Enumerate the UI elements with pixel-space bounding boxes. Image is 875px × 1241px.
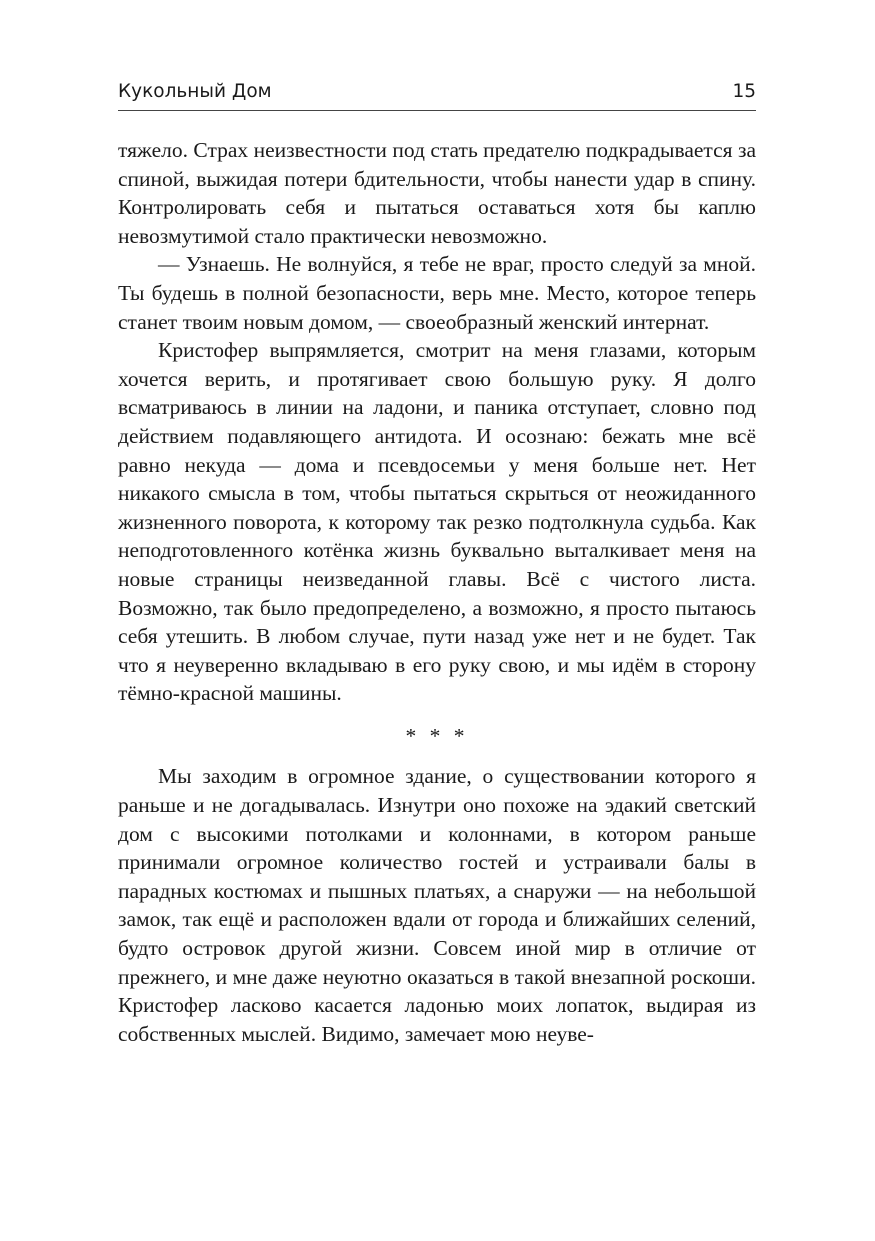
paragraph-continued: тяжело. Страх неизвестности под стать предателю подкрадывается за спиной, выжидая потери бдительности, чтобы нанести удар в спину. Контролировать себя и пытаться оставаться хотя бы каплю невозмутимой стало практически невозможно.	[118, 138, 756, 248]
header-divider	[118, 110, 756, 111]
body-text	[118, 136, 756, 1048]
paragraph: Кристофер выпрямляется, смотрит на меня глазами, которым хочется верить, и протягивает свою большую руку. Я долго всматриваюсь в линии на ладони, и паника отступает, словно под действием подавляющего антидота. И осознаю: бежать мне всё равно некуда — дома и псевдосемьи у меня больше нет. Нет никакого смысла в том, чтобы пытаться скрыться от неожиданного жизненного поворота, к которому так резко подтолкнула судьба. Как неподготовленного котёнка жизнь буквально выталкивает меня на новые страницы неизведанной главы. Всё с чистого листа. Возможно, так было предопределено, а возможно, я просто пытаюсь себя утешить. В любом случае, пути назад уже нет и не будет. Так что я неуверенно вкладываю в его руку свою, и мы идём в сторону тёмно-красной машины.	[118, 338, 756, 706]
paragraph-dialogue: — Узнаешь. Не волнуйся, я тебе не враг, просто следуй за мной. Ты будешь в полной безопасности, верь мне. Место, которое теперь станет твоим новым домом, — своеобразный женский интернат.	[118, 252, 756, 334]
scene-break: * * *	[405, 723, 469, 748]
running-header	[118, 80, 756, 110]
paragraph: Мы заходим в огромное здание, о существовании которого я раньше и не догадывалась. Изнутри оно похоже на эдакий светский дом с высокими потолками и колоннами, в котором раньше принимали огромное количество гостей и устраивали балы в парадных костюмах и пышных платьях, а снаружи — на небольшой замок, так ещё и расположен вдали от города и ближайших селений, будто островок другой жизни. Совсем иной мир в отличие от прежнего, и мне даже неуютно оказаться в такой внезапной роскоши. Кристофер ласково касается ладонью моих лопаток, выдирая из собственных мыслей. Видимо, замечает мою неуве-	[118, 764, 756, 1046]
book-page	[118, 0, 756, 1241]
book-title: Кукольный Дом	[118, 81, 272, 102]
page-number: 15	[732, 81, 756, 102]
